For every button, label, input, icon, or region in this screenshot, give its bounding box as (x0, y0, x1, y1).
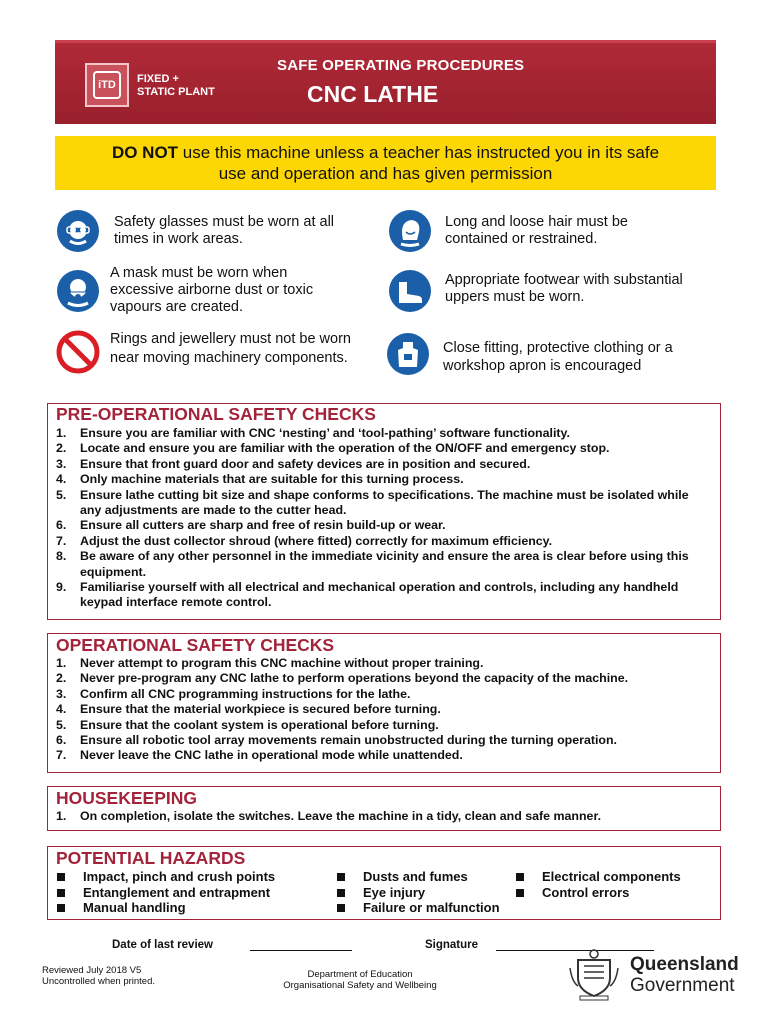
permission-warning (55, 136, 716, 190)
hazard-item: Dusts and fumes (336, 869, 500, 885)
ppe-mask-text: A mask must be worn when excessive airborne dust or toxic vapours are created. (110, 265, 314, 315)
warning-line-2: use and operation and has given permission (218, 164, 553, 183)
machine-title: CNC LATHE (307, 81, 439, 107)
safety-glasses-icon (57, 210, 99, 252)
pre-operational-section (47, 403, 721, 620)
list-item: 4. Only machine materials that are suitable for this turning process. (56, 472, 464, 487)
ppe-footwear-text: Appropriate footwear with substantial uppers must be worn. (445, 272, 683, 305)
hazards-column-2 (336, 869, 500, 916)
safety-footwear-icon (389, 270, 431, 312)
list-item: 1. Ensure you are familiar with CNC ‘nesting’ and ‘tool-pathing’ software functionality. (56, 426, 570, 440)
ppe-hair-text: Long and loose hair must be contained or restrained. (445, 214, 628, 247)
uncontrolled-note: Uncontrolled when printed. (42, 976, 156, 987)
warning-text-1: use this machine unless a teacher has instructed you in its safe (178, 143, 660, 162)
logo-caption-line-1: FIXED + (137, 73, 179, 85)
list-item: 1. On completion, isolate the switches. Leave the machine in a tidy, clean and safe manner. (56, 809, 602, 823)
operational-list (56, 656, 712, 764)
hazard-item: Entanglement and entrapment (56, 885, 275, 901)
list-item: 3. Confirm all CNC programming instructions for the lathe. (56, 686, 411, 701)
hazards-title: POTENTIAL HAZARDS (56, 848, 246, 868)
list-item: 4. Ensure that the material workpiece is secured before turning. (56, 702, 441, 717)
list-item: 2. Locate and ensure you are familiar with the operation of the ON/OFF and emergency stop. (56, 441, 610, 456)
apron-icon (387, 333, 429, 375)
dust-mask-icon (57, 270, 99, 312)
list-item: 6. Ensure all robotic tool array movements remain unobstructed during the turning operation. (56, 733, 617, 748)
hazards-section (47, 846, 721, 920)
list-item: 5. Ensure that the coolant system is operational before turning. (56, 717, 439, 732)
queensland-crest-icon (566, 946, 622, 1002)
queensland-government-wordmark (630, 954, 739, 996)
housekeeping-title: HOUSEKEEPING (56, 788, 197, 808)
list-item: 9. Familiarise yourself with all electrical and mechanical operation and controls, including any handheld keypad interface remote control. (56, 580, 679, 610)
housekeeping-section (47, 786, 721, 831)
warning-do-not: DO NOT (111, 143, 179, 162)
sop-title: SAFE OPERATING PROCEDURES (277, 57, 525, 74)
pre-operational-list (56, 426, 712, 611)
prohibition-jewellery-icon (56, 330, 100, 374)
list-item: 6. Ensure all cutters are sharp and free of resin build-up or wear. (56, 518, 446, 533)
sop-header (55, 40, 716, 124)
department-info (265, 969, 455, 991)
signature-label: Signature (425, 939, 479, 951)
operational-title: OPERATIONAL SAFETY CHECKS (56, 635, 335, 655)
hazards-column-3 (515, 869, 681, 900)
hazard-item: Electrical components (515, 869, 681, 885)
ppe-glasses-text: Safety glasses must be worn at all times in work areas. (114, 214, 335, 247)
ppe-rings-text: Rings and jewellery must not be worn near moving machinery components. (110, 331, 351, 366)
hazard-item: Manual handling (56, 900, 275, 916)
department-name: Department of Education (307, 969, 413, 980)
list-item: 7. Adjust the dust collector shroud (where fitted) correctly for maximum efficiency. (56, 533, 553, 548)
hair-restraint-icon (389, 210, 431, 252)
reviewed-date: Reviewed July 2018 V5 (42, 965, 142, 976)
list-item: 7. Never leave the CNC lathe in operational mode while unattended. (56, 748, 463, 763)
list-item: 5. Ensure lathe cutting bit size and shape conforms to specifications. The machine must be isolated while any adjustments are made to the cutter head. (56, 487, 689, 518)
hazard-item: Eye injury (336, 885, 500, 901)
warning-line-1 (55, 142, 716, 163)
review-date-label: Date of last review (112, 939, 213, 951)
review-date-line (250, 950, 352, 951)
logo-caption-line-2: STATIC PLANT (137, 86, 215, 98)
wordmark-government: Government (630, 975, 735, 996)
wordmark-queensland: Queensland (630, 954, 739, 975)
list-item: 8. Be aware of any other personnel in the immediate vicinity and ensure the area is clear before using this equipment. (56, 549, 689, 579)
logo-caption (137, 73, 215, 99)
hazard-item: Failure or malfunction (336, 900, 500, 916)
document-version (42, 965, 155, 987)
housekeeping-list (56, 809, 712, 824)
pre-operational-title: PRE-OPERATIONAL SAFETY CHECKS (56, 404, 376, 424)
hazard-item: Impact, pinch and crush points (56, 869, 275, 885)
hazard-item: Control errors (515, 885, 681, 901)
ppe-apron-text: Close fitting, protective clothing or a workshop apron is encouraged (443, 340, 673, 374)
operational-section (47, 633, 721, 773)
list-item: 3. Ensure that front guard door and safety devices are in position and secured. (56, 456, 531, 471)
list-item: 2. Never pre-program any CNC lathe to perform operations beyond the capacity of the machine. (56, 671, 629, 686)
itd-logo-mark: iTD (93, 71, 121, 99)
list-item: 1. Never attempt to program this CNC machine without proper training. (56, 656, 484, 670)
hazards-column-1 (56, 869, 275, 916)
department-unit: Organisational Safety and Wellbeing (283, 980, 437, 991)
itd-logo (85, 63, 129, 107)
